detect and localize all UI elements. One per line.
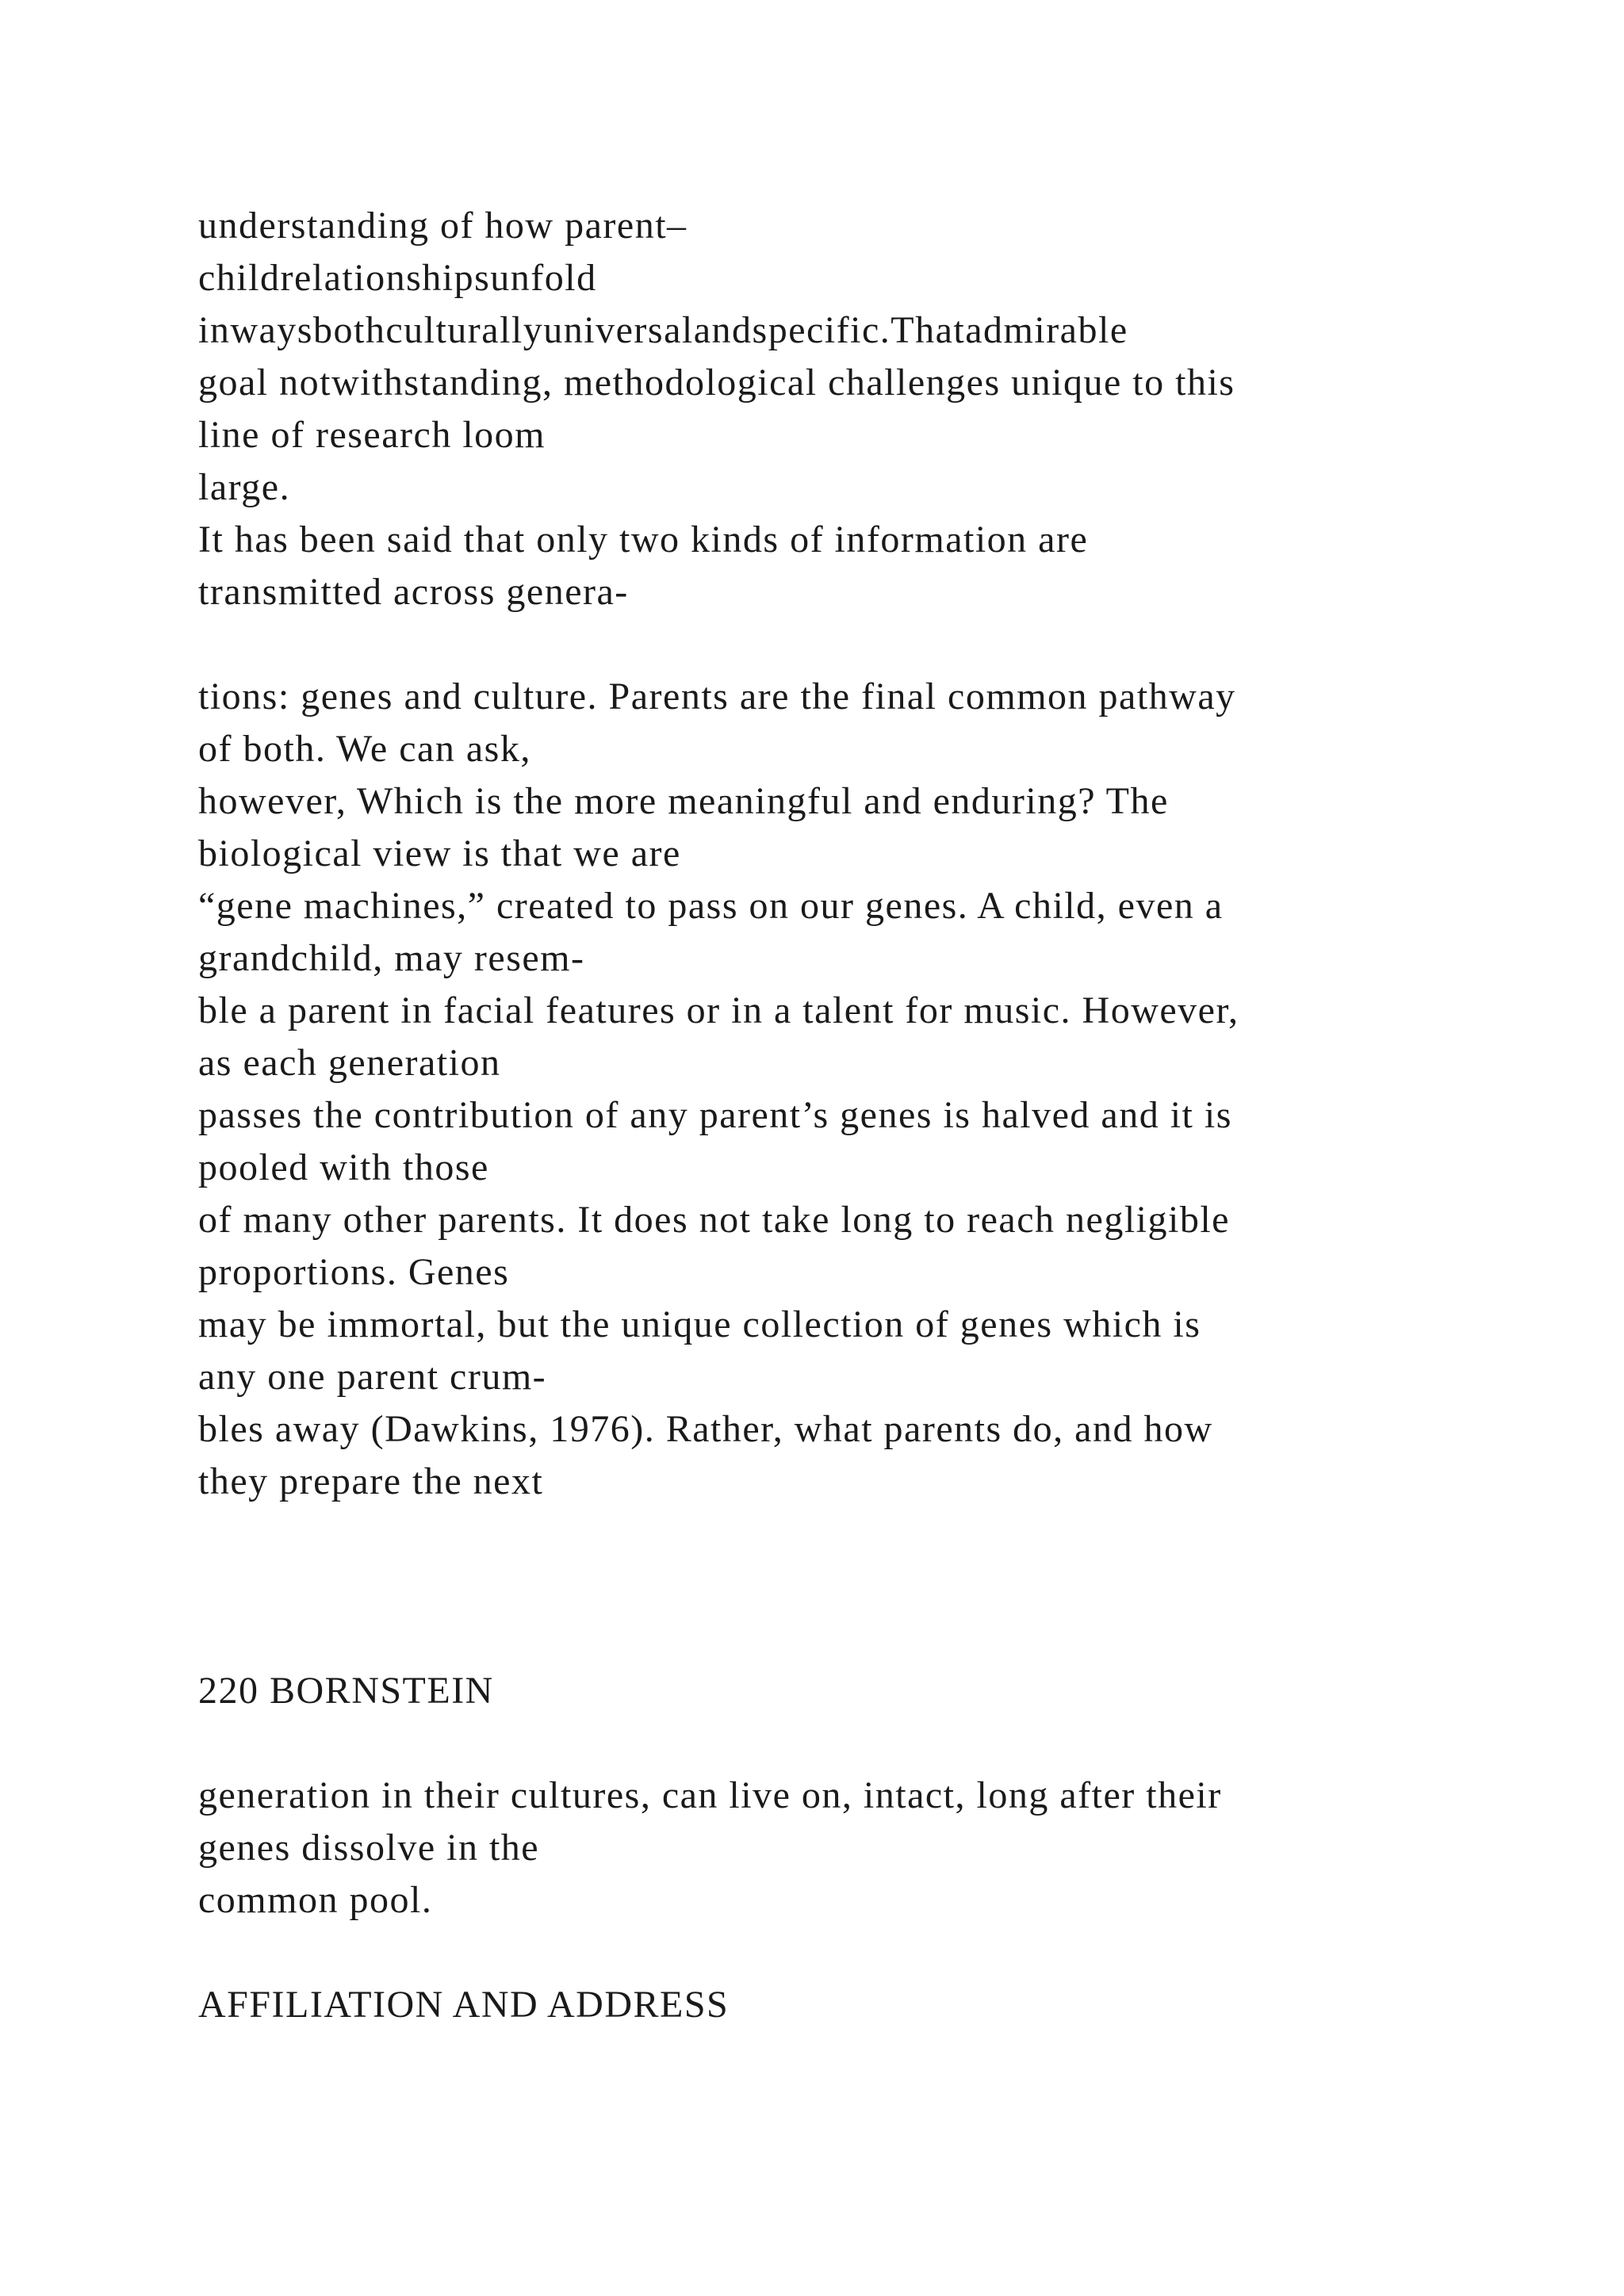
- text-line: goal notwithstanding, methodological challenges unique to this: [198, 362, 1235, 404]
- text-line: line of research loom: [198, 414, 546, 456]
- text-line: grandchild, may resem-: [198, 937, 585, 979]
- text-line: may be immortal, but the unique collection of genes which is: [198, 1303, 1201, 1345]
- text-line: however, Which is the more meaningful and enduring? The: [198, 780, 1169, 822]
- text-line: common pool.: [198, 1879, 433, 1921]
- text-line: ble a parent in facial features or in a talent for music. However,: [198, 989, 1239, 1031]
- text-line: genes dissolve in the: [198, 1827, 540, 1869]
- text-line: bles away (Dawkins, 1976). Rather, what parents do, and how: [198, 1408, 1213, 1450]
- text-line: any one parent crum-: [198, 1356, 547, 1398]
- text-line: childrelationshipsunfold: [198, 257, 597, 299]
- text-line: as each generation: [198, 1042, 501, 1084]
- text-line: generation in their cultures, can live on, intact, long after their: [198, 1774, 1222, 1816]
- text-line: they prepare the next: [198, 1460, 544, 1502]
- text-line: of both. We can ask,: [198, 728, 531, 770]
- text-line: proportions. Genes: [198, 1251, 510, 1293]
- text-line: inwaysbothculturallyuniversalandspecific.Thatadmirable: [198, 309, 1128, 351]
- text-line: large.: [198, 466, 291, 508]
- text-line: biological view is that we are: [198, 832, 681, 874]
- text-line: tions: genes and culture. Parents are the final common pathway: [198, 675, 1236, 718]
- text-line: “gene machines,” created to pass on our genes. A child, even a: [198, 885, 1224, 927]
- text-line: passes the contribution of any parent’s genes is halved and it is: [198, 1094, 1232, 1136]
- text-line: transmitted across genera-: [198, 571, 629, 613]
- section-heading: AFFILIATION AND ADDRESS: [198, 1984, 730, 2026]
- running-head: 220 BORNSTEIN: [198, 1670, 494, 1712]
- text-line: It has been said that only two kinds of information are: [198, 519, 1089, 561]
- text-line: understanding of how parent–: [198, 205, 688, 247]
- text-line: of many other parents. It does not take long to reach negligible: [198, 1199, 1230, 1241]
- text-line: pooled with those: [198, 1146, 489, 1188]
